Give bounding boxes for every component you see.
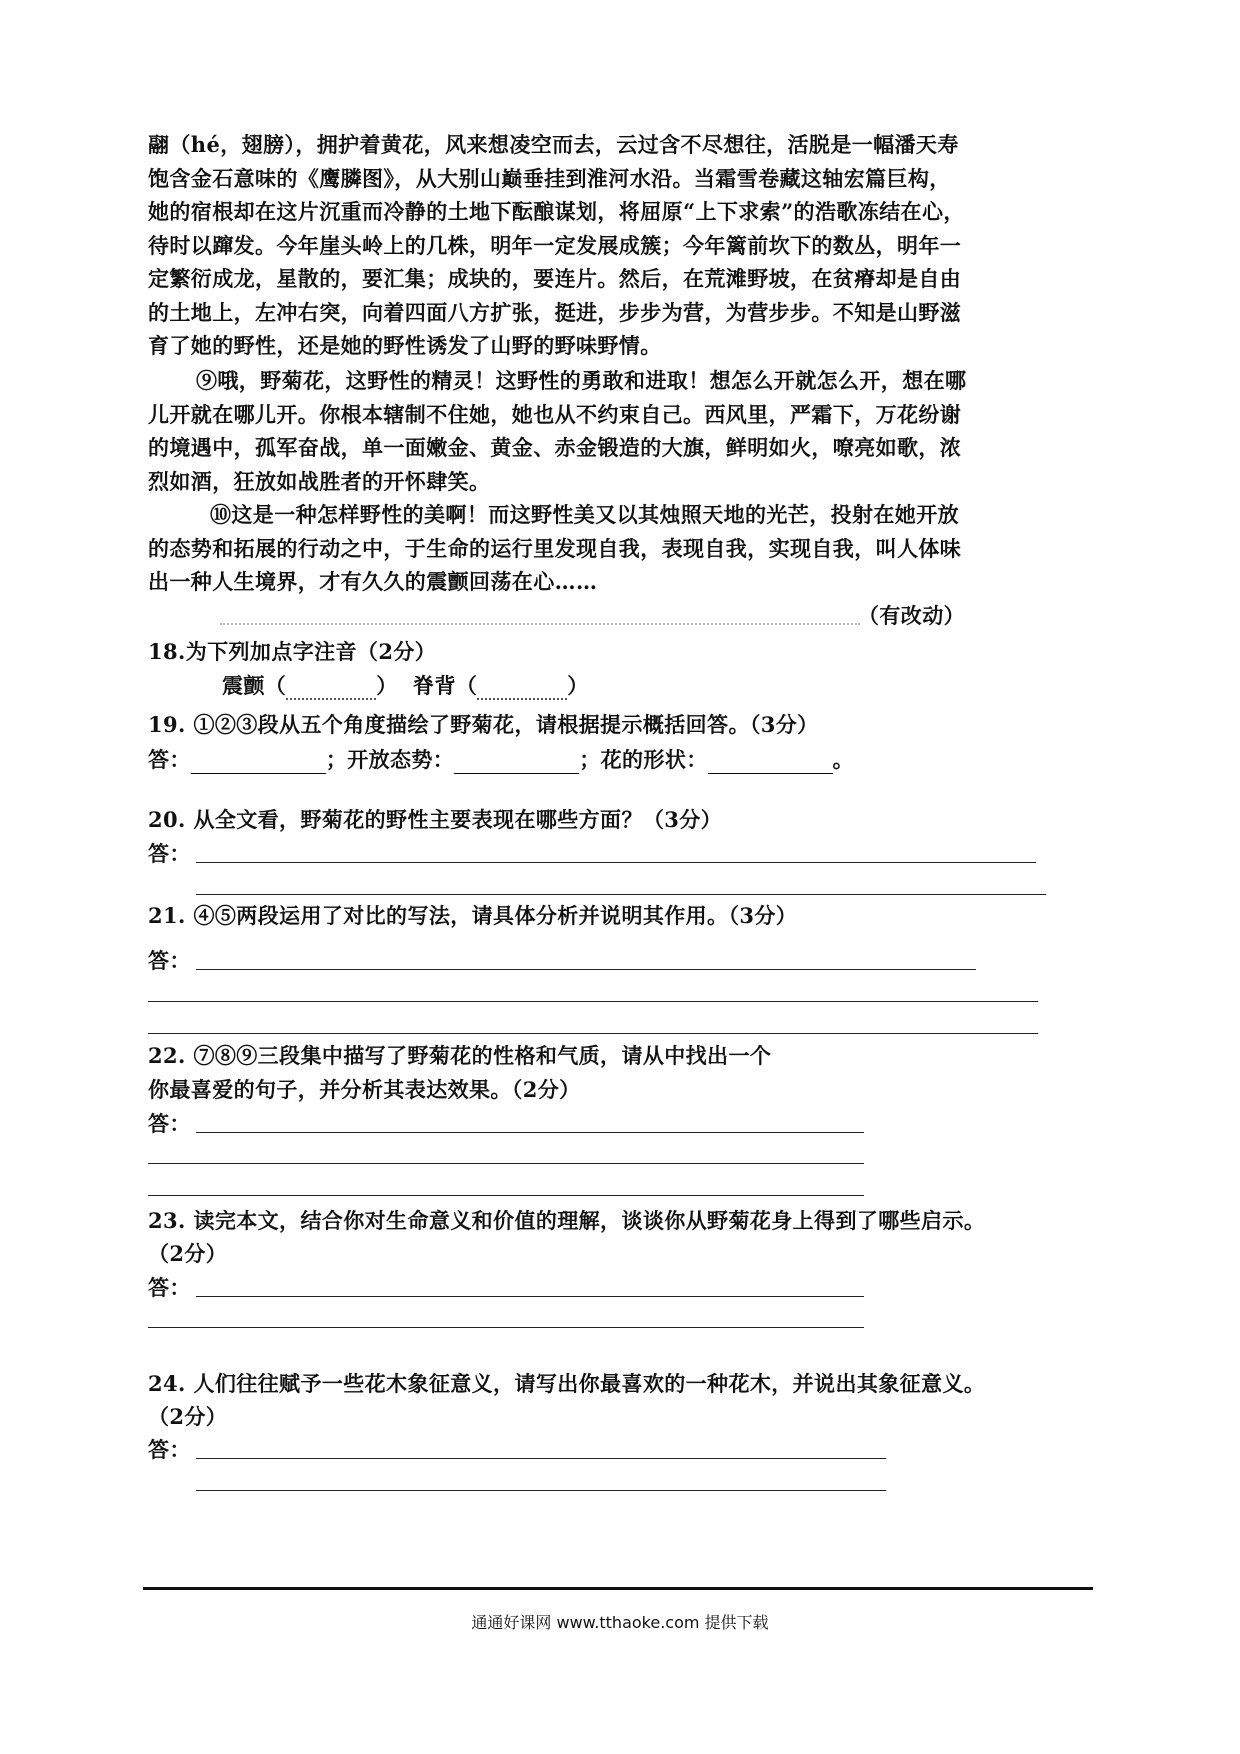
- passage-line: 育了她的野性，还是她的野性诱发了山野的野味野情。: [148, 333, 662, 358]
- pinyin-input-2[interactable]: [477, 678, 567, 700]
- question-21: 21. ④⑤两段运用了对比的写法，请具体分析并说明其作用。（3分）: [148, 903, 798, 928]
- word-2-label: 脊背（: [413, 673, 478, 698]
- question-18-pinyin: [222, 670, 589, 700]
- answer-blank-2[interactable]: [454, 751, 579, 774]
- blank-2-suffix: ；花的形状：: [579, 747, 708, 772]
- answer-label: 答：: [148, 747, 191, 772]
- passage-paragraph-9: [148, 364, 1098, 498]
- answer-line[interactable]: [148, 1001, 1038, 1002]
- passage-line: 的境遇中，孤军奋战，单一面嫩金、黄金、赤金锻造的大旗，鲜明如火，嘹亮如歌，浓: [148, 435, 962, 460]
- answer-blank-1[interactable]: [191, 751, 326, 774]
- passage-line: ⑨哦，野菊花，这野性的精灵！这野性的勇敢和进取！想怎么开就怎么开，想在哪: [196, 368, 967, 393]
- answer-line[interactable]: [148, 1163, 864, 1164]
- answer-blank-3[interactable]: [708, 751, 833, 774]
- answer-line[interactable]: [148, 1195, 864, 1196]
- passage-line: 出一种人生境界，才有久久的震颤回荡在心……: [148, 569, 598, 594]
- answer-label: 答：: [148, 841, 191, 866]
- question-23-line-1: 23. 读完本文，结合你对生命意义和价值的理解，谈谈你从野菊花身上得到了哪些启示。: [148, 1208, 986, 1233]
- passage-line: 翮（hé，翅膀），拥护着黄花，风来想凌空而去，云过含不尽想往，活脱是一幅潘天寿: [148, 132, 959, 157]
- word-1-label: 震颤（: [222, 673, 287, 698]
- passage-paragraph-10: [148, 498, 1098, 599]
- question-18: 18.为下列加点字注音（2分）: [148, 639, 437, 664]
- answer-line[interactable]: [196, 862, 1036, 863]
- passage-line: 烈如酒，狂放如战胜者的开怀肆笑。: [148, 468, 491, 494]
- question-22-line-2: 你最喜爱的句子，并分析其表达效果。（2分）: [148, 1077, 581, 1102]
- passage-paragraph-8: [148, 128, 1098, 363]
- answer-label: 答：: [148, 1437, 191, 1462]
- answer-line[interactable]: [196, 969, 976, 970]
- passage-line: 的土地上，左冲右突，向着四面八方扩张，挺进，步步为营，为营步步。不知是山野滋: [148, 299, 962, 325]
- passage-line: 的态势和拓展的行动之中，于生命的运行里发现自我，表现自我，实现自我，叫人体味: [148, 535, 962, 561]
- dotted-separator: [220, 623, 860, 625]
- answer-line[interactable]: [196, 894, 1046, 895]
- answer-label: 答：: [148, 1111, 191, 1136]
- passage-line: 定繁衍成龙，星散的，要汇集；成块的，要连片。然后，在荒滩野坡，在贫瘠却是自由: [148, 266, 962, 291]
- question-24-line-2: （2分）: [148, 1404, 228, 1429]
- footer-rule: [143, 1587, 1093, 1590]
- answer-line[interactable]: [196, 1458, 886, 1459]
- question-23-line-2: （2分）: [148, 1241, 228, 1266]
- answer-label: 答：: [148, 1275, 191, 1300]
- passage-line: 饱含金石意味的《鹰膦图》，从大别山巅垂挂到淮河水沿。当霜雪卷藏这轴宏篇巨构，: [148, 165, 951, 191]
- footer-text: 通通好课网 www.tthaoke.com 提供下载: [471, 1613, 769, 1632]
- blank-3-suffix: 。: [832, 747, 855, 772]
- answer-label: 答：: [148, 948, 191, 973]
- question-22-line-1: 22. ⑦⑧⑨三段集中描写了野菊花的性格和气质，请从中找出一个: [148, 1043, 772, 1068]
- answer-line[interactable]: [148, 1327, 864, 1328]
- question-19: 19. ①②③段从五个角度描绘了野菊花，请根据提示概括回答。（3分）: [148, 712, 819, 737]
- passage-line: 儿开就在哪儿开。你根本辖制不住她，她也从不约束自己。西风里，严霜下，万花纷谢: [148, 401, 962, 427]
- blank-1-suffix: ；开放态势：: [325, 747, 455, 772]
- question-24-line-1: 24. 人们往往赋予一些花木象征意义，请写出你最喜欢的一种花木，并说出其象征意义。: [148, 1371, 986, 1396]
- word-2-close: ）: [567, 673, 589, 698]
- word-1-close: ）: [376, 673, 398, 698]
- passage-line: 她的宿根却在这片沉重而冷静的土地下酝酿谋划，将屈原“上下求索”的浩歌冻结在心，: [148, 199, 965, 224]
- question-20: 20. 从全文看，野菊花的野性主要表现在哪些方面？（3分）: [148, 807, 723, 832]
- answer-line[interactable]: [196, 1296, 864, 1297]
- passage-line: ⑩这是一种怎样野性的美啊！而这野性美又以其烛照天地的光芒，投射在她开放: [210, 502, 959, 527]
- answer-line[interactable]: [196, 1490, 886, 1491]
- question-19-answer: [148, 744, 854, 774]
- pinyin-input-1[interactable]: [286, 678, 376, 700]
- answer-line[interactable]: [148, 1033, 1038, 1034]
- revision-note: （有改动）: [858, 603, 965, 628]
- passage-line: 待时以蹿发。今年崖头岭上的几株，明年一定发展成簇；今年篱前坎下的数丛，明年一: [148, 232, 962, 258]
- answer-line[interactable]: [196, 1132, 864, 1133]
